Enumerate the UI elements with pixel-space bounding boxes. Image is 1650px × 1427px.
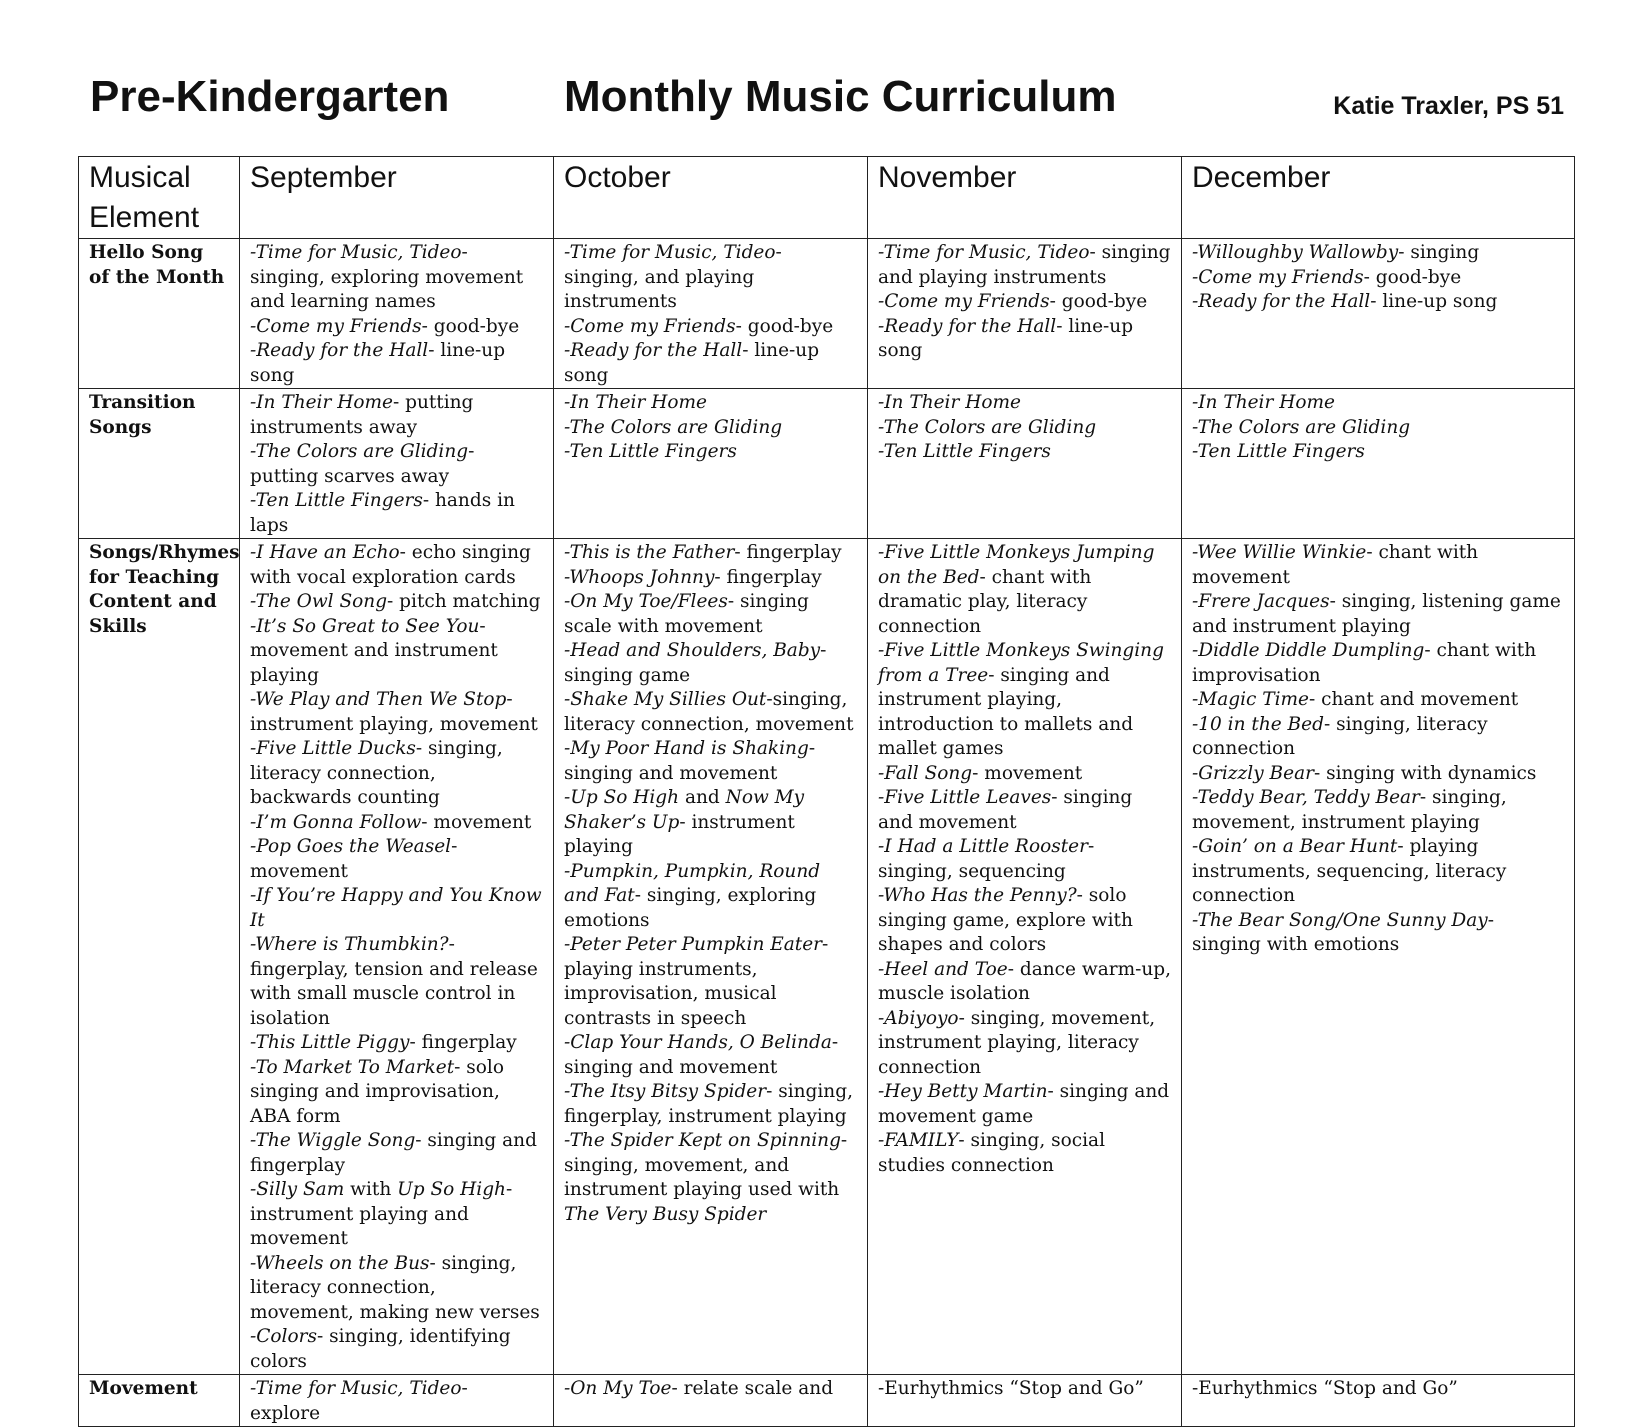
song-description: - singing, literacy connection, backwards counting (250, 738, 503, 808)
song-title: -To Market To Market (250, 1056, 455, 1078)
song-description: - movement (421, 811, 532, 833)
cell-entry (878, 639, 1171, 762)
cell-entry (564, 590, 857, 639)
cell-entry (250, 1031, 543, 1056)
cell-entry (564, 416, 857, 441)
song-title: -Ten Little Fingers (564, 441, 737, 462)
song-title: -In Their Home (878, 392, 1021, 413)
cell-entry (878, 1007, 1171, 1081)
cell-entry (878, 1377, 1171, 1402)
cell-entry (250, 489, 543, 538)
cell-entry (1192, 266, 1564, 291)
song-description: - hands in laps (250, 490, 515, 536)
cell-entry (250, 315, 543, 340)
song-title: -Colors (250, 1326, 317, 1347)
cell-entry (250, 1129, 543, 1178)
song-title: -Come my Friends (1192, 266, 1364, 288)
song-title: -Five Little Leaves (878, 787, 1052, 808)
row-songs-rhymes (79, 539, 1575, 1375)
cell-december (1182, 239, 1575, 389)
cell-november (868, 539, 1182, 1375)
song-title: -In Their Home (1192, 392, 1335, 413)
song-title: -Abiyoyo (878, 1007, 959, 1029)
row-transition-songs (79, 389, 1575, 539)
cell-entry (878, 290, 1171, 315)
song-title: -Come my Friends (564, 315, 736, 337)
cell-entry (564, 315, 857, 340)
cell-entry (1192, 713, 1564, 762)
song-title: The Very Busy Spider (564, 1203, 767, 1225)
song-title: -The Owl Song (250, 591, 388, 612)
column-header-september: September (240, 157, 554, 239)
song-title: -Hey Betty Martin (878, 1081, 1048, 1102)
song-title: -Pumpkin, Pumpkin, Round and Fat (564, 860, 821, 906)
column-header-october: October (554, 157, 868, 239)
song-description: - solo singing and improvisation, ABA form (250, 1056, 504, 1127)
cell-entry (564, 1129, 857, 1227)
cell-entry (564, 737, 857, 786)
song-title: -Five Little Ducks (250, 738, 416, 759)
song-description: - singing, identifying colors (250, 1326, 511, 1372)
cell-entry (564, 541, 857, 566)
song-title: -10 in the Bed (1192, 713, 1324, 735)
song-description: - line-up song (1370, 291, 1498, 312)
song-title: -The Colors are Gliding (878, 416, 1097, 438)
song-description: - singing (1398, 242, 1480, 263)
cell-entry (878, 241, 1171, 290)
song-title: -Up So High (564, 787, 680, 808)
song-description: - line-up song (564, 340, 820, 386)
cell-entry (878, 416, 1171, 441)
song-description: - singing and movement (878, 787, 1133, 833)
cell-entry (250, 615, 543, 689)
song-title: -Silly Sam (250, 1179, 345, 1200)
cell-entry (250, 541, 543, 590)
song-title: -Ten Little Fingers (250, 490, 423, 511)
curriculum-table (78, 156, 1575, 1427)
cell-entry (1192, 541, 1564, 590)
song-description: - singing, social studies connection (878, 1130, 1105, 1176)
song-description: - good-bye (735, 315, 834, 337)
song-title: -Head and Shoulders, Baby (564, 640, 821, 661)
song-title: Up So High (397, 1179, 506, 1200)
song-description: and (679, 787, 726, 808)
song-title: -The Colors are Gliding (1192, 416, 1411, 438)
song-title: -The Wiggle Song (250, 1130, 416, 1151)
song-description: - good-bye (1049, 291, 1148, 312)
song-description: - explore (250, 1378, 468, 1424)
cell-entry (250, 811, 543, 836)
song-title: -Teddy Bear, Teddy Bear (1192, 787, 1420, 808)
cell-september (240, 1375, 554, 1427)
cell-entry (564, 391, 857, 416)
cell-november (868, 1375, 1182, 1427)
cell-entry (1192, 835, 1564, 909)
table-header-row (79, 157, 1575, 239)
song-description: - singing, movement, instrument playing, literacy connection (878, 1007, 1156, 1078)
cell-entry (250, 440, 543, 489)
song-title: -Magic Time (1192, 689, 1309, 710)
song-title: -Time for Music, Tideo (878, 242, 1090, 263)
cell-entry (564, 1080, 857, 1129)
song-description: - singing, sequencing (878, 836, 1095, 882)
song-title: -We Play and Then We Stop (250, 689, 507, 710)
song-description: with (344, 1179, 398, 1200)
cell-entry (250, 1178, 543, 1252)
song-title: -Ready for the Hall (250, 340, 429, 361)
cell-entry (564, 688, 857, 737)
song-description: - good-bye (421, 315, 520, 337)
song-description: - singing with dynamics (1313, 762, 1537, 784)
song-description: - singing, movement, and instrument playing used with (564, 1130, 848, 1200)
song-title: -Ready for the Hall (878, 315, 1057, 337)
cell-entry (564, 860, 857, 934)
song-title: -Pop Goes the Weasel (250, 836, 452, 857)
song-title: -Shake My Sillies Out (564, 689, 767, 710)
song-description: - chant with improvisation (1192, 640, 1537, 686)
song-title: -This Little Piggy (250, 1032, 410, 1053)
cell-october (554, 389, 868, 539)
song-description: - singing scale with movement (564, 591, 809, 637)
cell-entry (878, 786, 1171, 835)
cell-entry (250, 1056, 543, 1130)
cell-entry (878, 958, 1171, 1007)
row-hello-song (79, 239, 1575, 389)
song-title: -Who Has the Penny? (878, 885, 1077, 906)
song-description: - singing and fingerplay (250, 1130, 537, 1176)
cell-entry (250, 1377, 543, 1426)
cell-october (554, 239, 868, 389)
song-title: -I Have an Echo (250, 542, 400, 563)
song-title: -The Itsy Bitsy Spider (564, 1081, 767, 1102)
cell-entry (1192, 241, 1564, 266)
row-label: Transition Songs (79, 389, 240, 539)
song-description: - fingerplay (714, 566, 822, 588)
song-title: -I’m Gonna Follow (250, 811, 422, 833)
cell-entry (1192, 786, 1564, 835)
song-title: -Where is Thumbkin? (250, 934, 449, 955)
song-title: -Ready for the Hall (1192, 291, 1371, 312)
cell-entry (1192, 762, 1564, 787)
song-title: -Five Little Monkeys Jumping on the Bed (878, 542, 1155, 588)
song-title: -Willoughby Wallowby (1192, 242, 1399, 263)
cell-december (1182, 389, 1575, 539)
song-title: -Time for Music, Tideo (250, 1378, 462, 1399)
song-title: -Ten Little Fingers (1192, 441, 1365, 462)
song-description: - singing and movement game (878, 1081, 1170, 1127)
song-title: -In Their Home (564, 392, 707, 413)
cell-entry (1192, 639, 1564, 688)
song-title: -It’s So Great to See You (250, 615, 480, 637)
song-description: - singing and movement (564, 738, 816, 784)
cell-entry (1192, 440, 1564, 465)
author-school: Katie Traxler, PS 51 (1333, 92, 1564, 120)
song-title: -Frere Jacques (1192, 591, 1330, 612)
song-description: - singing game (564, 640, 827, 686)
cell-entry (250, 241, 543, 315)
song-description: - singing, literacy connection (1192, 713, 1488, 759)
song-description: - line-up song (250, 340, 506, 386)
cell-september (240, 389, 554, 539)
cell-entry (250, 835, 543, 884)
cell-october (554, 1375, 868, 1427)
cell-entry (878, 1129, 1171, 1178)
cell-entry (250, 933, 543, 1031)
cell-entry (1192, 290, 1564, 315)
cell-entry (250, 688, 543, 737)
song-description: - echo singing with vocal exploration cards (250, 542, 531, 588)
song-description: - singing, fingerplay, instrument playing (564, 1081, 853, 1127)
song-description: - instrument playing and movement (250, 1179, 513, 1249)
cell-entry (564, 440, 857, 465)
song-description: - relate scale and (671, 1378, 834, 1399)
song-title: -Peter Peter Pumpkin Eater (564, 934, 823, 955)
song-description: - singing, movement, instrument playing (1192, 787, 1507, 833)
song-description: - solo singing game, explore with shapes and colors (878, 885, 1133, 955)
cell-entry (1192, 391, 1564, 416)
song-description: - fingerplay (409, 1032, 517, 1053)
song-title: -Fall Song (878, 762, 973, 784)
song-description: - playing instruments, sequencing, literacy connection (1192, 836, 1507, 906)
cell-entry (878, 391, 1171, 416)
row-label: Songs/Rhymes for Teaching Content and Skills (79, 539, 240, 1375)
cell-september (240, 239, 554, 389)
song-description: - fingerplay (734, 542, 842, 563)
song-title: -The Colors are Gliding (564, 416, 783, 438)
cell-entry (1192, 1377, 1564, 1402)
cell-entry (564, 241, 857, 315)
song-description: -Eurhythmics “Stop and Go” (1192, 1378, 1458, 1399)
song-title: -Come my Friends (878, 291, 1050, 312)
song-description: - singing, exploring emotions (564, 885, 817, 931)
cell-entry (878, 762, 1171, 787)
song-title: -Heel and Toe (878, 958, 1008, 980)
song-description: - singing and playing instruments (878, 242, 1171, 288)
column-header-musical-element: Musical Element (79, 157, 240, 239)
song-description: -Eurhythmics “Stop and Go” (878, 1378, 1144, 1399)
song-title: Now My Shaker’s Up (564, 787, 805, 833)
cell-september (240, 539, 554, 1375)
cell-entry (250, 1325, 543, 1374)
song-title: -Whoops Johnny (564, 566, 715, 588)
cell-entry (878, 315, 1171, 364)
song-description: - instrument playing (564, 811, 795, 857)
song-description: - singing with emotions (1192, 909, 1495, 955)
song-description: - singing and instrument playing, introduction to mallets and mallet games (878, 664, 1134, 759)
song-title: -Wee Willie Winkie (1192, 542, 1367, 563)
cell-entry (564, 1031, 857, 1080)
cell-entry (564, 339, 857, 388)
cell-entry (250, 737, 543, 811)
cell-november (868, 389, 1182, 539)
song-title: -My Poor Hand is Shaking (564, 738, 809, 759)
song-description: - good-bye (1363, 266, 1462, 288)
song-description: - playing instruments, improvisation, musical contrasts in speech (564, 934, 829, 1029)
cell-entry (564, 933, 857, 1031)
cell-entry (564, 1377, 857, 1402)
cell-entry (250, 590, 543, 615)
song-description: - pitch matching (387, 591, 541, 612)
song-description: - dance warm-up, muscle isolation (878, 958, 1171, 1004)
cell-entry (250, 391, 543, 440)
cell-entry (1192, 688, 1564, 713)
song-title: -Wheels on the Bus (250, 1252, 430, 1274)
song-title: -This is the Father (564, 542, 735, 563)
cell-october (554, 539, 868, 1375)
song-title: -Time for Music, Tideo (250, 242, 462, 263)
song-title: -The Colors are Gliding (250, 441, 469, 462)
song-description: - instrument playing, movement (250, 689, 538, 735)
song-title: -Grizzly Bear (1192, 762, 1314, 784)
cell-entry (1192, 909, 1564, 958)
cell-entry (878, 440, 1171, 465)
song-description: - fingerplay, tension and release with small muscle control in isolation (250, 934, 538, 1029)
song-description: - singing and movement (564, 1032, 839, 1078)
cell-entry (878, 1080, 1171, 1129)
song-title: -On My Toe (564, 1378, 672, 1399)
song-description: - putting instruments away (250, 392, 474, 438)
song-description: - line-up song (878, 315, 1134, 361)
song-title: -On My Toe/Flees (564, 591, 728, 612)
cell-entry (1192, 416, 1564, 441)
song-title: -If You’re Happy and You Know It (250, 885, 542, 931)
row-label: Movement (79, 1375, 240, 1427)
song-description: - chant and movement (1308, 689, 1519, 710)
cell-entry (564, 786, 857, 860)
song-title: -The Bear Song/One Sunny Day (1192, 909, 1488, 931)
song-title: -Diddle Diddle Dumpling (1192, 640, 1425, 661)
song-title: -Come my Friends (250, 315, 422, 337)
cell-entry (250, 339, 543, 388)
song-title: -The Spider Kept on Spinning (564, 1130, 841, 1151)
column-header-november: November (868, 157, 1182, 239)
cell-entry (878, 835, 1171, 884)
song-description: - movement (972, 762, 1083, 784)
cell-entry (878, 541, 1171, 639)
song-description: - singing, literacy connection, movement, making new verses (250, 1252, 540, 1323)
song-description: - singing, listening game and instrument playing (1192, 591, 1561, 637)
song-description: - putting scarves away (250, 441, 475, 487)
cell-entry (250, 1252, 543, 1326)
document-title: Monthly Music Curriculum (564, 72, 1117, 121)
column-header-december: December (1182, 157, 1575, 239)
cell-entry (564, 639, 857, 688)
cell-entry (564, 566, 857, 591)
song-title: -In Their Home (250, 392, 393, 413)
song-description: - singing, exploring movement and learning names (250, 242, 524, 312)
song-title: -Goin’ on a Bear Hunt (1192, 836, 1398, 857)
song-description: - chant with movement (1192, 542, 1479, 588)
cell-entry (878, 884, 1171, 958)
song-title: -Ready for the Hall (564, 340, 743, 361)
song-title: -I Had a Little Rooster (878, 836, 1088, 857)
song-title: -FAMILY (878, 1130, 959, 1151)
cell-november (868, 239, 1182, 389)
cell-december (1182, 1375, 1575, 1427)
song-title: -Five Little Monkeys Swinging from a Tree (878, 640, 1164, 686)
row-label: Hello Song of the Month (79, 239, 240, 389)
cell-december (1182, 539, 1575, 1375)
song-title: -Clap Your Hands, O Belinda (564, 1032, 832, 1053)
cell-entry (1192, 590, 1564, 639)
song-description: - chant with dramatic play, literacy connection (878, 566, 1092, 637)
song-description: -singing, literacy connection, movement (564, 689, 854, 735)
song-title: -Ten Little Fingers (878, 441, 1051, 462)
grade-title: Pre-Kindergarten (90, 72, 450, 121)
song-description: - movement (250, 836, 458, 882)
song-description: - movement and instrument playing (250, 615, 498, 686)
song-title: -Time for Music, Tideo (564, 242, 776, 263)
cell-entry (250, 884, 543, 933)
song-description: - singing, and playing instruments (564, 242, 782, 312)
row-movement (79, 1375, 1575, 1427)
